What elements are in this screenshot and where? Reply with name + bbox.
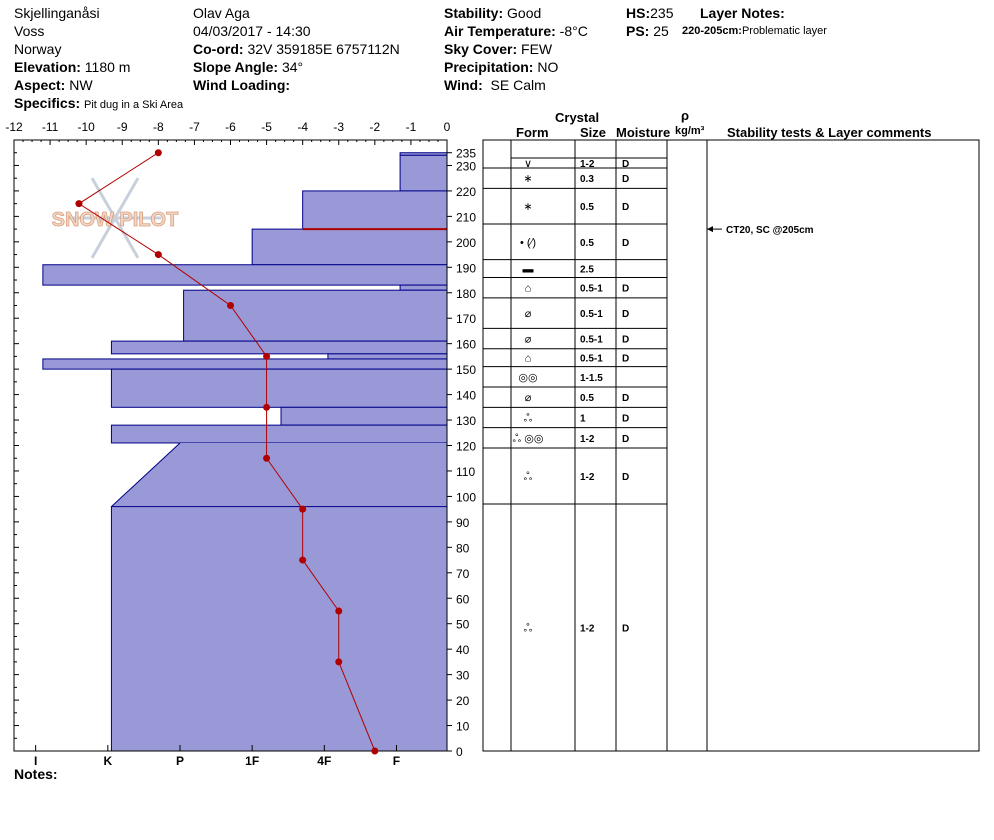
temp-tick-label: -2 xyxy=(369,120,381,134)
temperature-point xyxy=(371,748,378,755)
hardness-profile xyxy=(43,153,447,751)
crystal-size: 1 xyxy=(580,413,586,425)
crystal-size: 1-2 xyxy=(580,159,595,171)
hardness-bar xyxy=(281,407,447,425)
height-tick-label: 140 xyxy=(456,388,477,403)
hs: HS:235 xyxy=(626,5,674,21)
moisture: D xyxy=(622,159,630,171)
height-tick-label: 20 xyxy=(456,694,470,709)
temp-tick-label: -8 xyxy=(152,120,164,134)
stability-test-label: CT20, SC @205cm xyxy=(726,225,814,237)
height-tick-label: 10 xyxy=(456,719,470,734)
observer: Olav Aga xyxy=(193,5,250,21)
moisture: D xyxy=(622,472,630,484)
moisture: D xyxy=(622,283,630,295)
temp-tick-label: -7 xyxy=(189,120,200,134)
crystal-size: 0.5-1 xyxy=(580,309,603,321)
elevation: Elevation: 1180 m xyxy=(14,59,131,75)
wind-loading: Wind Loading: xyxy=(193,77,291,93)
hardness-tick-label: 1F xyxy=(245,754,260,768)
height-tick-label: 40 xyxy=(456,643,470,658)
crystal-form: ∨ xyxy=(523,158,533,171)
height-tick-label: 60 xyxy=(456,592,470,607)
temperature-point xyxy=(75,200,82,207)
precipitation: Precipitation: NO xyxy=(444,59,559,75)
height-tick-label: 70 xyxy=(456,566,470,581)
moisture: D xyxy=(622,353,630,365)
crystal-form: ⌀ xyxy=(524,308,532,321)
crystal-form: ⌂ xyxy=(524,282,532,295)
height-tick-label: 30 xyxy=(456,668,470,683)
temp-tick-label: -9 xyxy=(116,120,128,134)
coordinates: Co-ord: 32V 359185E 6757112N xyxy=(193,41,400,57)
hardness-bar xyxy=(400,155,447,191)
layer-notes-entry: 220-205cm:Problematic layer xyxy=(682,25,827,37)
hardness-bar xyxy=(252,229,447,265)
size-header: Size xyxy=(580,125,607,140)
height-tick-label: 120 xyxy=(456,439,477,454)
temperature-point xyxy=(299,557,306,564)
hardness-tick-label: P xyxy=(175,754,184,768)
temp-tick-label: -6 xyxy=(225,120,236,134)
height-tick-label: 180 xyxy=(456,286,477,301)
layer-notes-label: Layer Notes: xyxy=(700,5,785,21)
height-tick-label: 0 xyxy=(456,745,463,759)
temperature-point xyxy=(263,455,270,462)
crystal-form: ∗ xyxy=(523,201,533,214)
temp-tick-label: 0 xyxy=(443,120,451,134)
crystal-form: ⌀ xyxy=(524,333,532,346)
height-tick-label: 190 xyxy=(456,261,477,276)
height-tick-label: 170 xyxy=(456,312,477,327)
moisture: D xyxy=(622,237,630,249)
temp-tick-label: -12 xyxy=(5,120,23,134)
height-tick-label: 50 xyxy=(456,617,470,632)
height-tick-label: 235 xyxy=(456,146,477,161)
crystal-size: 1-2 xyxy=(580,623,595,635)
hardness-bar xyxy=(303,191,447,229)
hardness-bar xyxy=(43,265,447,285)
stability: Stability: Good xyxy=(444,5,542,21)
form-header: Form xyxy=(516,125,549,140)
height-tick-label: 110 xyxy=(456,464,476,479)
crystal-form: ⌂ xyxy=(524,352,532,365)
height-tick-label: 90 xyxy=(456,515,470,530)
temperature-point xyxy=(155,251,162,258)
notes-label: Notes: xyxy=(14,766,58,782)
moisture: D xyxy=(622,309,630,321)
hardness-bar xyxy=(111,425,447,443)
hardness-tick-label: I xyxy=(33,754,38,768)
crystal-form: ▬ xyxy=(522,263,534,276)
watermark-text: SNOW PILOT xyxy=(51,209,179,231)
specifics: Specifics: Pit dug in a Ski Area xyxy=(14,95,184,111)
moisture: D xyxy=(622,623,630,635)
temp-tick-label: -1 xyxy=(405,120,417,134)
moisture: D xyxy=(622,334,630,346)
temp-tick-label: -3 xyxy=(333,120,345,134)
hardness-bar xyxy=(184,290,447,341)
crystal-size: 0.5 xyxy=(580,393,594,405)
height-tick-label: 220 xyxy=(456,184,477,199)
crystal-size: 0.5-1 xyxy=(580,353,603,365)
crystal-size: 0.5 xyxy=(580,202,594,214)
hardness-tick-label: F xyxy=(392,754,401,768)
crystal-form: ∗ xyxy=(523,173,533,186)
wind: Wind: SE Calm xyxy=(444,77,546,93)
snowpilot-watermark xyxy=(52,178,179,258)
hardness-bar xyxy=(400,285,447,290)
sky-cover: Sky Cover: FEW xyxy=(444,41,553,57)
temperature-point xyxy=(263,404,270,411)
hardness-tick-label: 4F xyxy=(317,754,332,768)
layer-table xyxy=(483,140,979,751)
height-tick-label: 130 xyxy=(456,414,477,429)
ps: PS: 25 xyxy=(626,23,669,39)
crystal-form: • (⁄) xyxy=(519,236,537,249)
hardness-bar xyxy=(328,354,447,359)
crystal-header: Crystal xyxy=(555,110,600,125)
air-temperature: Air Temperature: -8°C xyxy=(444,23,588,39)
crystal-size: 1-2 xyxy=(580,433,595,445)
datetime: 04/03/2017 - 14:30 xyxy=(193,23,311,39)
crystal-size: 1-1.5 xyxy=(580,372,603,384)
crystal-size: 0.3 xyxy=(580,174,594,186)
temperature-point xyxy=(335,658,342,665)
moisture: D xyxy=(622,393,630,405)
hardness-bar xyxy=(43,359,447,369)
crystal-size: 1-2 xyxy=(580,472,595,484)
density-unit-header: kg/m³ xyxy=(675,125,705,137)
moisture: D xyxy=(622,433,630,445)
hardness-bar xyxy=(111,369,447,407)
crystal-form: ஃ xyxy=(523,622,533,635)
temperature-point xyxy=(335,607,342,614)
height-tick-label: 80 xyxy=(456,541,470,556)
height-tick-label: 160 xyxy=(456,337,477,352)
height-tick-label: 200 xyxy=(456,235,477,250)
temperature-point xyxy=(263,353,270,360)
temp-tick-label: -11 xyxy=(41,120,59,134)
hardness-bar xyxy=(111,443,447,507)
moisture: D xyxy=(622,202,630,214)
location: Skjellinganåsi xyxy=(14,5,100,21)
height-tick-label: 230 xyxy=(456,159,477,174)
hardness-bar xyxy=(111,341,447,354)
crystal-size: 0.5 xyxy=(580,237,594,249)
height-tick-label: 100 xyxy=(456,490,477,505)
crystal-form: ◎◎ xyxy=(518,371,538,384)
stability-header: Stability tests & Layer comments xyxy=(727,125,932,140)
crystal-size: 2.5 xyxy=(580,264,594,276)
hardness-bar xyxy=(111,507,447,751)
crystal-form: ⌀ xyxy=(524,392,532,405)
moisture: D xyxy=(622,174,630,186)
temp-tick-label: -5 xyxy=(261,120,272,134)
moisture: D xyxy=(622,413,630,425)
height-tick-label: 210 xyxy=(456,210,477,225)
crystal-size: 0.5-1 xyxy=(580,283,603,295)
slope-angle: Slope Angle: 34° xyxy=(193,59,304,75)
temperature-point xyxy=(155,149,162,156)
country: Norway xyxy=(14,41,62,57)
temperature-point xyxy=(227,302,234,309)
hardness-tick-label: K xyxy=(103,754,113,768)
crystal-form: ஃ ◎◎ xyxy=(512,432,544,445)
crystal-size: 0.5-1 xyxy=(580,334,603,346)
height-tick-label: 150 xyxy=(456,363,477,378)
moisture-header: Moisture xyxy=(616,125,671,140)
rho-header: ρ xyxy=(681,108,690,123)
aspect: Aspect: NW xyxy=(14,77,93,93)
temperature-point xyxy=(299,506,306,513)
temp-tick-label: -4 xyxy=(297,120,309,134)
crystal-form: ஃ xyxy=(523,471,533,484)
temp-tick-label: -10 xyxy=(77,120,95,134)
crystal-form: ஃ xyxy=(523,412,533,425)
region: Voss xyxy=(14,23,45,39)
stability-test-arrowhead xyxy=(707,226,713,232)
